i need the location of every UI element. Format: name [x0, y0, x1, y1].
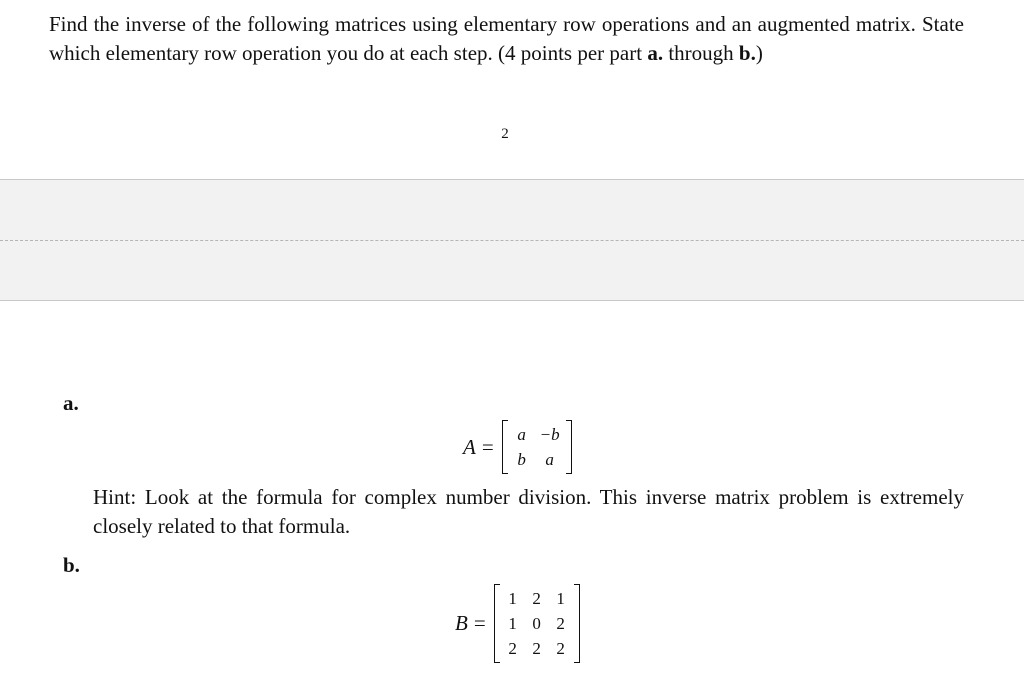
statement-text-2: through — [663, 41, 739, 65]
matrix-b-variable: B — [455, 611, 468, 635]
page-number: 2 — [501, 126, 509, 142]
matrix-b-cell-r1c1: 1 — [508, 588, 517, 608]
matrix-a-cell-r1c1: a — [517, 424, 526, 444]
matrix-b-equals: = — [473, 611, 486, 635]
statement-text-3: ) — [755, 41, 763, 65]
matrix-a-cell-r2c2: a — [545, 449, 554, 469]
page-break — [0, 179, 1024, 301]
statement-bold-a: a. — [647, 41, 664, 65]
matrix-b-cell-r3c1: 2 — [508, 638, 517, 658]
matrix-b-cell-r2c3: 2 — [556, 613, 565, 633]
matrix-b-equation — [455, 584, 580, 663]
hint-text: Hint: Look at the formula for complex number division. This inverse matrix problem is extremely closely related to that formula. — [93, 485, 964, 538]
matrix-a-cell-r1c2: −b — [539, 424, 560, 444]
matrix-b-cell-r1c3: 1 — [556, 588, 565, 608]
matrix-a-equals: = — [481, 434, 494, 459]
matrix-b-cell-r1c2: 2 — [532, 588, 541, 608]
page-break-dashed-line — [0, 240, 1024, 241]
matrix-a — [502, 420, 572, 474]
matrix-b-cell-r3c3: 2 — [556, 638, 565, 658]
matrix-b-cell-r2c2: 0 — [532, 613, 541, 633]
matrix-b-cell-r3c2: 2 — [532, 638, 541, 658]
matrix-a-variable: A — [463, 434, 476, 459]
matrix-b — [494, 584, 580, 663]
matrix-b-cell-r2c1: 1 — [508, 613, 517, 633]
matrix-a-equation — [463, 420, 572, 474]
statement-text-1: Find the inverse of the following matrices using elementary row operations and an augmented matrix. State which elementary row operation you do at each step. (4 points per part — [49, 12, 964, 65]
part-b-label: b. — [63, 553, 80, 577]
matrix-a-cell-r2c1: b — [517, 449, 526, 469]
problem-statement — [49, 10, 964, 68]
part-a-label: a. — [63, 391, 79, 415]
statement-bold-b: b. — [738, 41, 756, 65]
